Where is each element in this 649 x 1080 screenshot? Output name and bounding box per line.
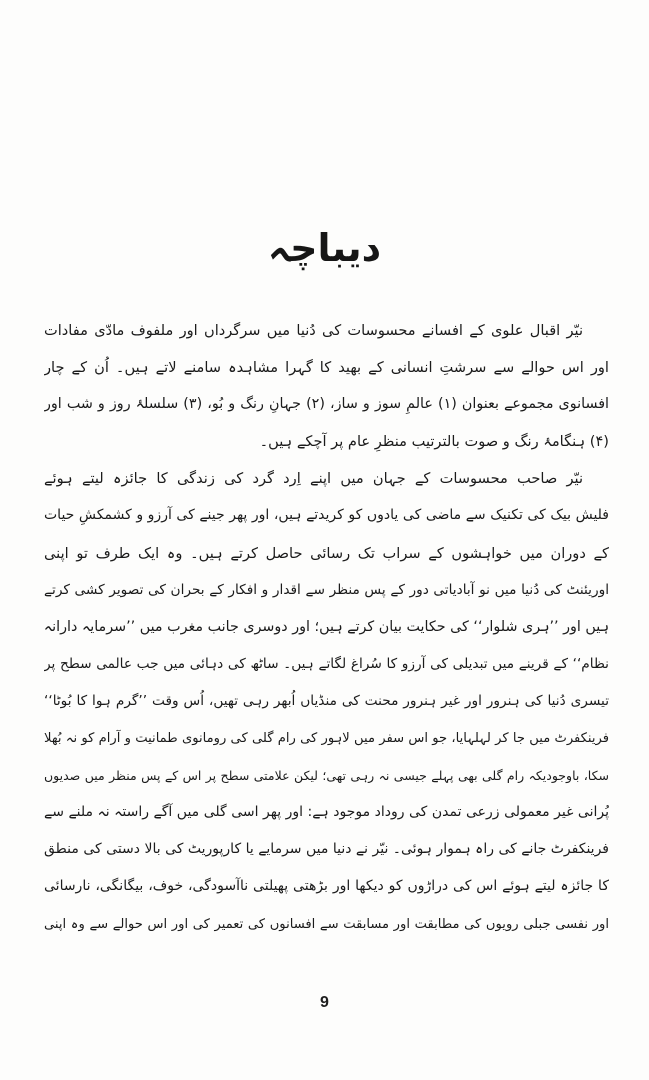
text-line: اور اس حوالے سے سرشتِ انسانی کے بھید کا گہرا مشاہدہ سامنے لاتے ہیں۔ اُن کے چار <box>44 359 609 377</box>
text-line: اور نفسی جبلی رویوں کی مطابقت اور مسابقت سے افسانوں کی تعمیر کی اور اس حوالے سے وہ اپنی <box>44 916 609 932</box>
page-heading: دیباچہ <box>267 226 382 270</box>
text-line: (۴) ہنگامۂ رنگ و صوت بالترتیب منظرِ عام پر آچکے ہیں۔ <box>259 433 609 451</box>
text-line: نیّر اقبال علوی کے افسانے محسوسات کی دُنیا میں سرگرداں اور ملفوف مادّی مفادات <box>44 322 583 339</box>
text-line: سکا، باوجودیکہ رام گلی بھی پہلے جیسی نہ رہی تھی؛ لیکن علامتی سطح پر اس کے پس منظر میں صدیوں <box>44 768 609 784</box>
text-line: نظام‘‘ کے قرینے میں تبدیلی کی آرزو کا سُراغ لگاتے ہیں۔ ساٹھ کی دہائی میں جب عالمی سطح پر <box>44 655 609 672</box>
text-line: پُرانی غیر معمولی زرعی تمدن کی روداد موجود ہے: اور پھر اسی گلی میں آگے راستہ نہ ملنے سے <box>44 804 609 821</box>
text-line: کے دوران میں خواہشوں کے سراب تک رسائی حاصل کرتے ہیں۔ وہ ایک طرف تو اپنی <box>44 544 609 562</box>
text-line: فلیش بیک کی تکنیک سے ماضی کی یادوں کو کریدتے ہیں، اور پھر جینے کی آرزو و کشمکشِ حیات <box>44 507 609 524</box>
text-line: فرینکفرٹ میں جا کر لہلہایا، جو اس سفر میں لاہور کی رام گلی کی رومانوی طمانیت و آرام کو نہ بُھلا <box>44 731 609 747</box>
text-line: اوریئنٹ کی دُنیا میں نو آبادیاتی دور کے پس منظر سے اقدار و افکار کے بحران کی تصویر کشی کرتے <box>44 581 609 598</box>
body-text <box>44 312 609 943</box>
page-number: 9 <box>320 994 329 1011</box>
text-line: فرینکفرٹ جانے کی راہ ہموار ہوئی۔ نیّر نے دنیا میں سرمایے یا کارپوریٹ کی بالا دستی کی منطق <box>44 841 609 858</box>
text-line: افسانوی مجموعے بعنوان (۱) عالمِ سوز و ساز، (۲) جہانِ رنگ و بُو، (۳) سلسلۂ روز و شب اور <box>44 396 609 413</box>
text-line: تیسری دُنیا کی ہنرور اور غیر ہنرور محنت کی منڈیاں اُبھر رہی تھیں، اُس وقت ’’گرم ہوا کا بُوٹا‘‘ <box>44 692 609 709</box>
text-line: کا جائزہ لیتے ہوئے اس کی دراڑوں کو دیکھا اور بڑھتی پھیلتی ناآسودگی، خوف، بیگانگی، نارسائی <box>44 878 609 895</box>
text-line: ہیں اور ’’ہری شلوار‘‘ کی حکایت بیان کرتے ہیں؛ اور دوسری جانب مغرب میں ’’سرمایہ دارانہ <box>44 618 609 635</box>
text-line: نیّر صاحب محسوسات کے جہان میں اپنے اِرد گرد کی زندگی کا جائزہ لیتے ہوئے <box>44 470 583 488</box>
